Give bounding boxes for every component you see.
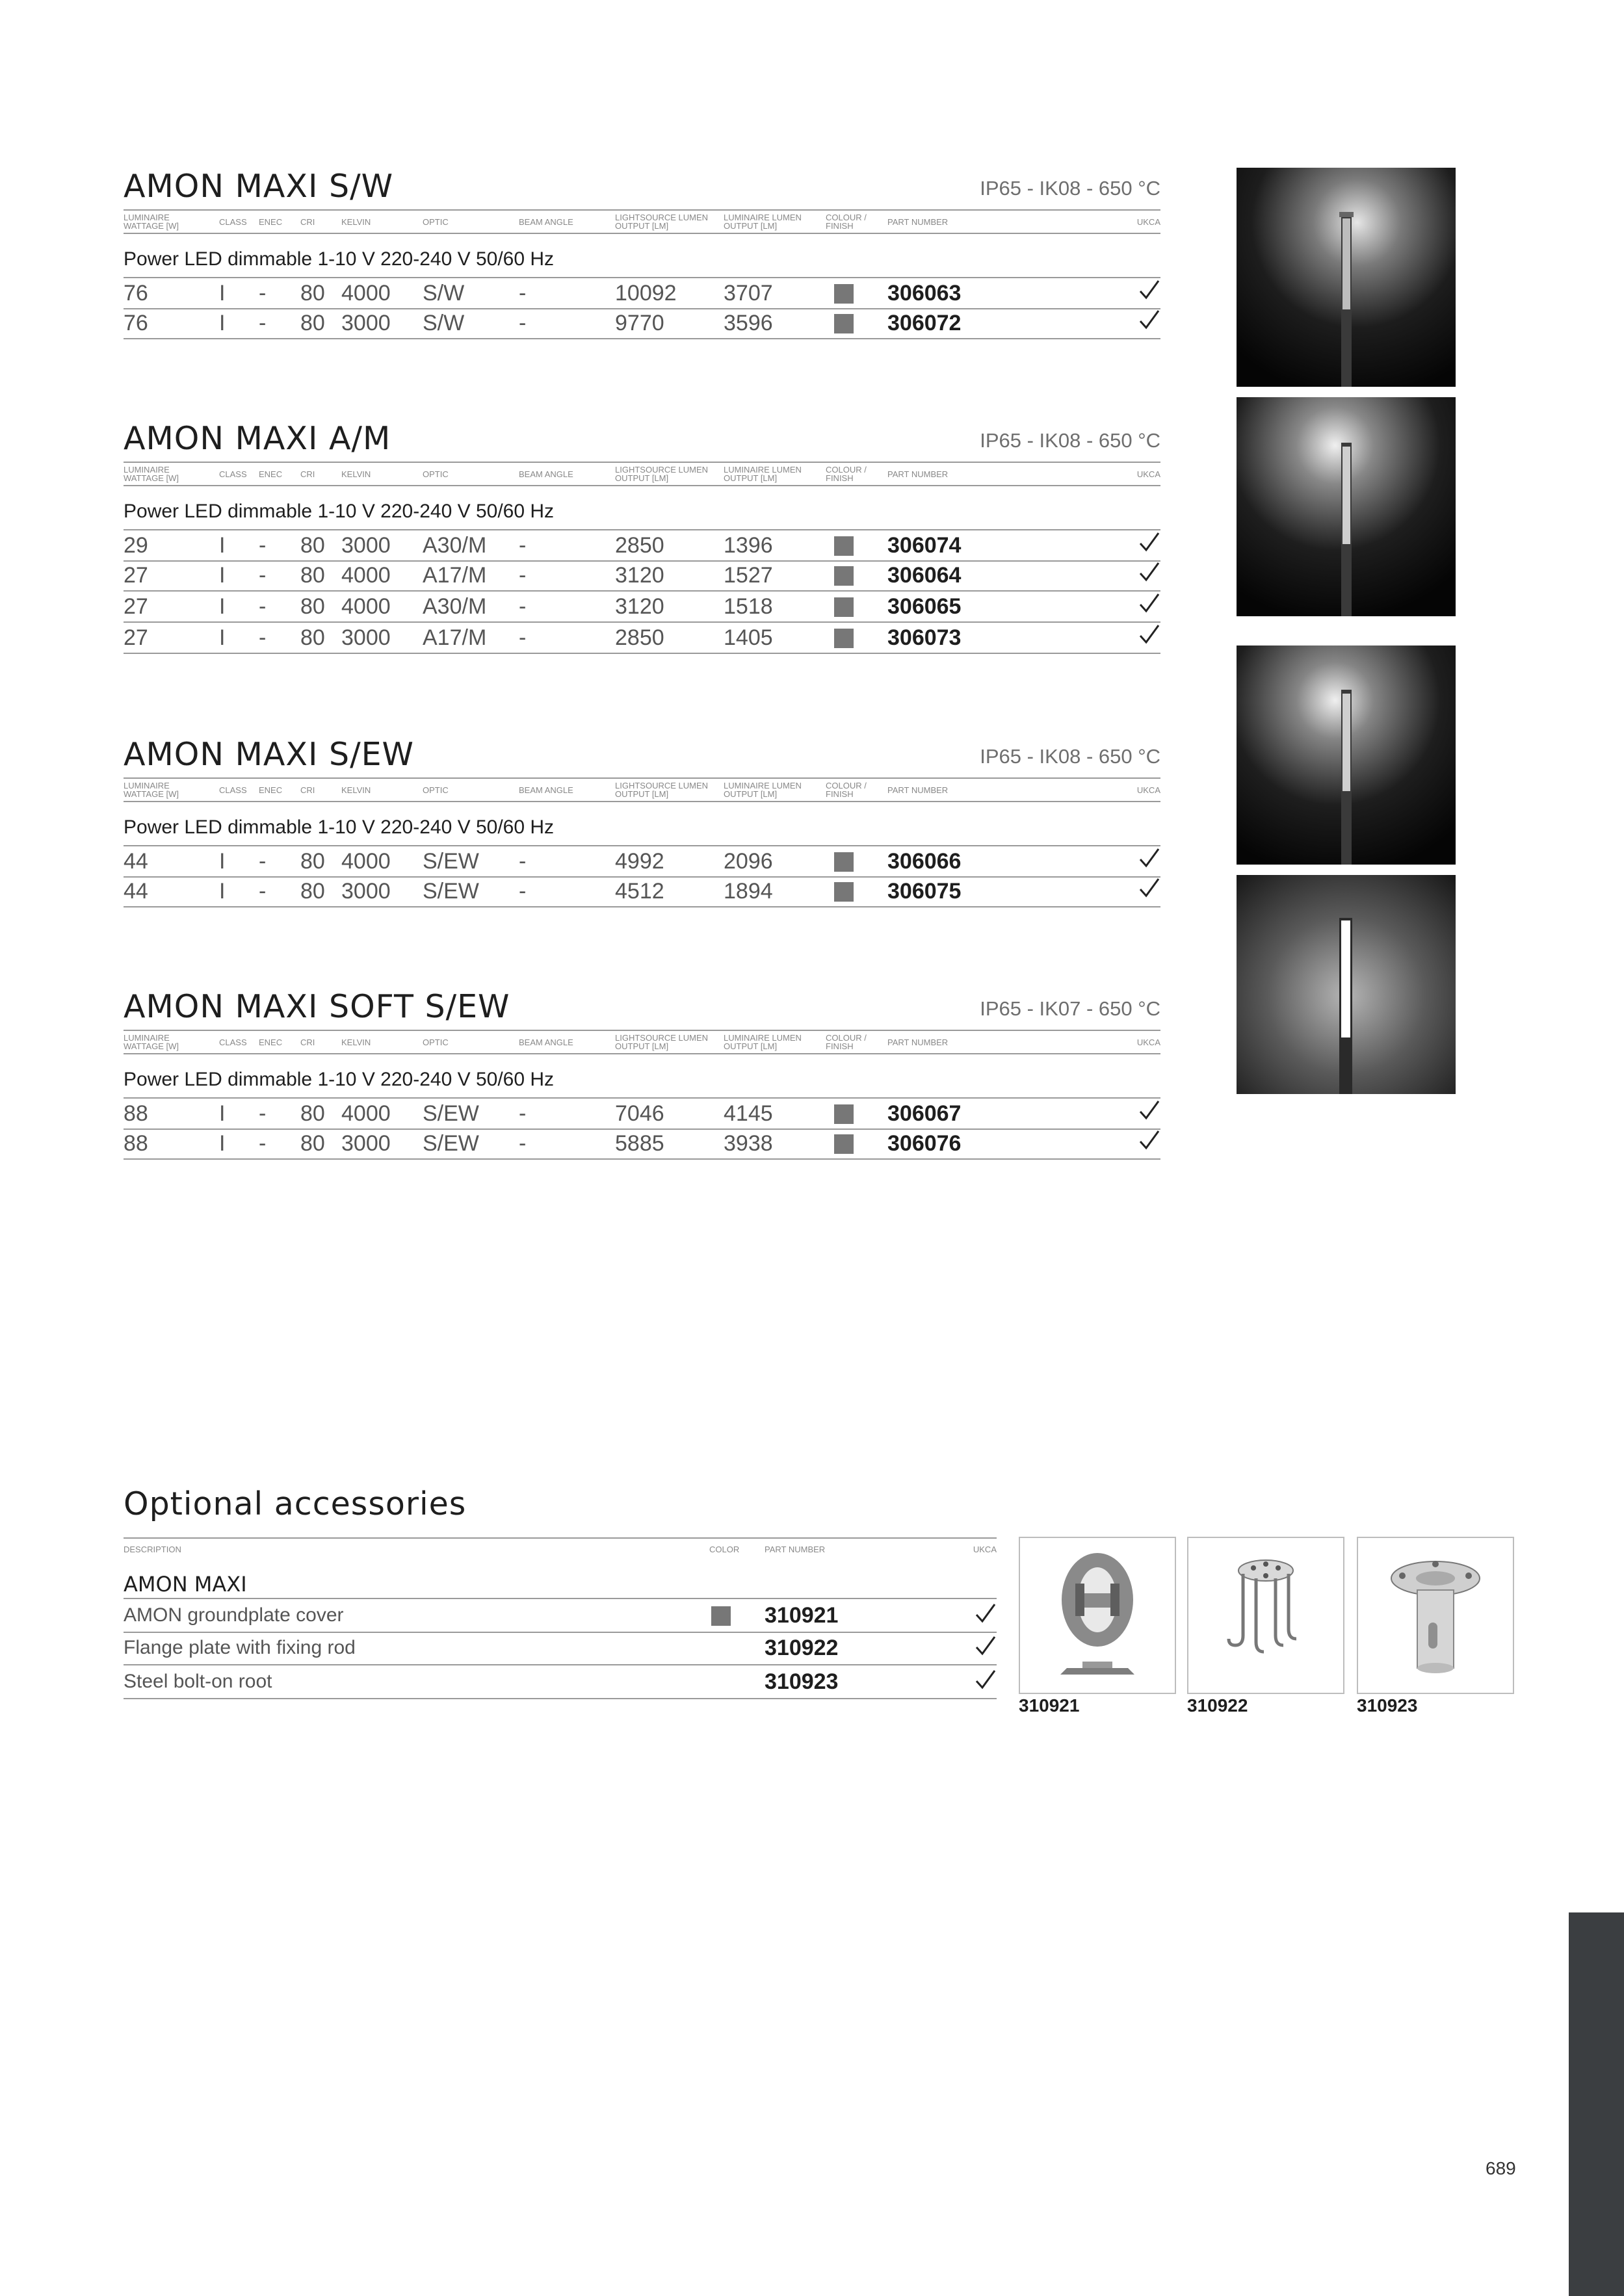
col-beam-angle: BEAM ANGLE xyxy=(519,469,573,479)
colour-swatch xyxy=(834,629,854,648)
cell-beam-angle: - xyxy=(519,879,527,904)
col-colour-finish-line2: FINISH xyxy=(826,789,854,799)
col-luminaire-lumen-line1: LUMINAIRE LUMEN xyxy=(724,781,802,790)
col-wattage xyxy=(124,1034,179,1050)
cell-class: I xyxy=(219,625,226,650)
cell-enec: - xyxy=(259,594,267,619)
colour-swatch xyxy=(834,314,854,333)
col-optic: OPTIC xyxy=(423,785,449,795)
cell-kelvin: 4000 xyxy=(341,563,391,588)
cell-kelvin: 3000 xyxy=(341,1131,391,1156)
cell-beam-angle: - xyxy=(519,625,527,650)
col-wattage-line2: WATTAGE [W] xyxy=(124,1041,179,1051)
cell-part-number: 306066 xyxy=(887,849,962,874)
ukca-check-icon xyxy=(1138,530,1160,554)
col-kelvin: KELVIN xyxy=(341,469,371,479)
table-row xyxy=(124,592,1160,623)
thumb-groundplate-cover xyxy=(1019,1537,1176,1694)
cell-cri: 80 xyxy=(300,533,325,558)
col-luminaire-lumen xyxy=(724,1034,802,1050)
product-photo-sew xyxy=(1237,646,1456,865)
acc-col-part: PART NUMBER xyxy=(765,1545,826,1554)
cell-kelvin: 3000 xyxy=(341,533,391,558)
table-row xyxy=(124,277,1160,309)
thumb-flange-plate xyxy=(1187,1537,1344,1694)
cell-cri: 80 xyxy=(300,849,325,874)
cell-kelvin: 3000 xyxy=(341,311,391,335)
col-wattage-line1: LUMINAIRE xyxy=(124,781,170,790)
colour-swatch xyxy=(834,597,854,617)
accessory-row xyxy=(124,1665,997,1699)
cell-kelvin: 4000 xyxy=(341,1101,391,1126)
cell-class: I xyxy=(219,311,226,335)
col-beam-angle: BEAM ANGLE xyxy=(519,785,573,795)
cell-wattage: 88 xyxy=(124,1101,148,1126)
cell-part-number: 306076 xyxy=(887,1131,962,1156)
col-lightsource-lumen xyxy=(615,213,708,230)
thumb-label-310922: 310922 xyxy=(1187,1695,1248,1715)
cell-enec: - xyxy=(259,849,267,874)
header-bottom-line xyxy=(124,485,1160,486)
chapter-tab xyxy=(1569,1912,1624,2296)
col-lightsource-lumen-line2: OUTPUT [LM] xyxy=(615,473,669,483)
cell-wattage: 29 xyxy=(124,533,148,558)
col-lightsource-lumen-line2: OUTPUT [LM] xyxy=(615,1041,669,1051)
cell-lightsource-lumen: 3120 xyxy=(615,563,664,588)
cell-kelvin: 4000 xyxy=(341,594,391,619)
cell-part-number: 306067 xyxy=(887,1101,962,1126)
cell-beam-angle: - xyxy=(519,849,527,874)
section-title: AMON MAXI A/M xyxy=(124,420,391,457)
cell-cri: 80 xyxy=(300,311,325,335)
cell-luminaire-lumen: 3707 xyxy=(724,281,773,306)
accessories-title: Optional accessories xyxy=(124,1485,467,1522)
power-subtitle: Power LED dimmable 1-10 V 220-240 V 50/60 Hz xyxy=(124,1069,555,1090)
cell-lightsource-lumen: 2850 xyxy=(615,625,664,650)
col-lightsource-lumen-line1: LIGHTSOURCE LUMEN xyxy=(615,465,709,475)
header-top-line xyxy=(124,209,1160,211)
col-enec: ENEC xyxy=(259,785,283,795)
cell-wattage: 76 xyxy=(124,281,148,306)
product-section xyxy=(124,736,1160,904)
col-enec: ENEC xyxy=(259,469,283,479)
ukca-check-icon xyxy=(1138,623,1160,646)
col-colour-finish xyxy=(826,213,867,230)
col-lightsource-lumen xyxy=(615,1034,708,1050)
cell-wattage: 27 xyxy=(124,625,148,650)
colour-swatch xyxy=(834,1134,854,1154)
col-part-number: PART NUMBER xyxy=(887,469,949,479)
col-colour-finish-line2: FINISH xyxy=(826,1041,854,1051)
cell-class: I xyxy=(219,1131,226,1156)
cell-beam-angle: - xyxy=(519,1101,527,1126)
col-wattage xyxy=(124,781,179,798)
col-class: CLASS xyxy=(219,469,247,479)
cell-class: I xyxy=(219,849,226,874)
section-title: AMON MAXI S/EW xyxy=(124,736,415,773)
col-class: CLASS xyxy=(219,217,247,227)
cell-beam-angle: - xyxy=(519,594,527,619)
product-section xyxy=(124,420,1160,650)
cell-lightsource-lumen: 9770 xyxy=(615,311,664,335)
col-colour-finish-line1: COLOUR / xyxy=(826,781,867,790)
cell-cri: 80 xyxy=(300,879,325,904)
cell-optic: S/W xyxy=(423,281,465,306)
col-luminaire-lumen-line2: OUTPUT [LM] xyxy=(724,1041,778,1051)
cell-class: I xyxy=(219,594,226,619)
col-colour-finish xyxy=(826,465,867,482)
cell-optic: A30/M xyxy=(423,533,487,558)
col-optic: OPTIC xyxy=(423,1037,449,1047)
ukca-check-icon xyxy=(975,1668,997,1691)
table-row xyxy=(124,1128,1160,1160)
col-optic: OPTIC xyxy=(423,217,449,227)
cell-part-number: 306073 xyxy=(887,625,962,650)
cell-cri: 80 xyxy=(300,1131,325,1156)
col-lightsource-lumen-line2: OUTPUT [LM] xyxy=(615,789,669,799)
product-section xyxy=(124,988,1160,1156)
col-ukca: UKCA xyxy=(1136,217,1160,227)
colour-swatch xyxy=(834,536,854,556)
header-bottom-line xyxy=(124,233,1160,234)
col-luminaire-lumen xyxy=(724,213,802,230)
col-luminaire-lumen-line2: OUTPUT [LM] xyxy=(724,789,778,799)
cell-class: I xyxy=(219,533,226,558)
col-cri: CRI xyxy=(300,217,315,227)
cell-enec: - xyxy=(259,311,267,335)
cell-optic: S/EW xyxy=(423,879,479,904)
ukca-check-icon xyxy=(975,1634,997,1658)
accessory-part-number: 310921 xyxy=(765,1603,839,1628)
table-row xyxy=(124,845,1160,878)
ukca-check-icon xyxy=(1138,278,1160,302)
acc-col-color: COLOR xyxy=(709,1545,740,1554)
col-beam-angle: BEAM ANGLE xyxy=(519,217,573,227)
col-colour-finish-line2: FINISH xyxy=(826,473,854,483)
col-wattage xyxy=(124,465,179,482)
cell-beam-angle: - xyxy=(519,533,527,558)
cell-optic: A17/M xyxy=(423,563,487,588)
cell-class: I xyxy=(219,281,226,306)
product-photo-soft-sew xyxy=(1237,875,1456,1094)
col-colour-finish-line2: FINISH xyxy=(826,221,854,231)
table-row xyxy=(124,876,1160,907)
col-kelvin: KELVIN xyxy=(341,1037,371,1047)
cell-lightsource-lumen: 3120 xyxy=(615,594,664,619)
col-lightsource-lumen xyxy=(615,781,708,798)
cell-lightsource-lumen: 7046 xyxy=(615,1101,664,1126)
cell-luminaire-lumen: 3596 xyxy=(724,311,773,335)
cell-enec: - xyxy=(259,563,267,588)
col-luminaire-lumen-line1: LUMINAIRE LUMEN xyxy=(724,1033,802,1043)
col-lightsource-lumen xyxy=(615,465,708,482)
thumb-label-310921: 310921 xyxy=(1019,1695,1080,1715)
cell-lightsource-lumen: 10092 xyxy=(615,281,677,306)
table-row xyxy=(124,308,1160,339)
cell-cri: 80 xyxy=(300,1101,325,1126)
col-wattage-line2: WATTAGE [W] xyxy=(124,221,179,231)
header-bottom-line xyxy=(124,1053,1160,1054)
col-luminaire-lumen xyxy=(724,465,802,482)
col-cri: CRI xyxy=(300,469,315,479)
table-row xyxy=(124,1097,1160,1130)
power-subtitle: Power LED dimmable 1-10 V 220-240 V 50/60 Hz xyxy=(124,816,555,838)
col-colour-finish-line1: COLOUR / xyxy=(826,465,867,475)
cell-cri: 80 xyxy=(300,281,325,306)
col-class: CLASS xyxy=(219,1037,247,1047)
cell-luminaire-lumen: 4145 xyxy=(724,1101,773,1126)
cell-enec: - xyxy=(259,1101,267,1126)
col-lightsource-lumen-line1: LIGHTSOURCE LUMEN xyxy=(615,781,709,790)
cell-class: I xyxy=(219,563,226,588)
cell-optic: S/W xyxy=(423,311,465,335)
ukca-check-icon xyxy=(1138,846,1160,870)
ukca-check-icon xyxy=(1138,560,1160,584)
product-photo-am xyxy=(1237,397,1456,616)
table-row xyxy=(124,623,1160,654)
acc-group-title: AMON MAXI xyxy=(124,1572,247,1597)
cell-enec: - xyxy=(259,281,267,306)
cell-luminaire-lumen: 1396 xyxy=(724,533,773,558)
product-photo-sw xyxy=(1237,168,1456,387)
col-luminaire-lumen-line2: OUTPUT [LM] xyxy=(724,473,778,483)
col-luminaire-lumen-line1: LUMINAIRE LUMEN xyxy=(724,213,802,222)
thumb-label-310923: 310923 xyxy=(1357,1695,1418,1715)
cell-wattage: 27 xyxy=(124,594,148,619)
col-kelvin: KELVIN xyxy=(341,785,371,795)
cell-kelvin: 4000 xyxy=(341,849,391,874)
power-subtitle: Power LED dimmable 1-10 V 220-240 V 50/60 Hz xyxy=(124,248,555,270)
cell-beam-angle: - xyxy=(519,563,527,588)
ukca-check-icon xyxy=(975,1602,997,1625)
col-part-number: PART NUMBER xyxy=(887,217,949,227)
cell-enec: - xyxy=(259,625,267,650)
cell-lightsource-lumen: 5885 xyxy=(615,1131,664,1156)
accessories-header-line xyxy=(124,1537,997,1539)
cell-beam-angle: - xyxy=(519,311,527,335)
cell-optic: A17/M xyxy=(423,625,487,650)
header-top-line xyxy=(124,1030,1160,1031)
cell-cri: 80 xyxy=(300,594,325,619)
table-row xyxy=(124,529,1160,562)
col-wattage-line1: LUMINAIRE xyxy=(124,213,170,222)
cell-kelvin: 3000 xyxy=(341,625,391,650)
accessory-description: Flange plate with fixing rod xyxy=(124,1637,356,1658)
col-lightsource-lumen-line1: LIGHTSOURCE LUMEN xyxy=(615,213,709,222)
cell-luminaire-lumen: 1518 xyxy=(724,594,773,619)
section-rating: IP65 - IK08 - 650 °C xyxy=(980,177,1160,200)
cell-part-number: 306072 xyxy=(887,311,962,335)
colour-swatch xyxy=(834,852,854,872)
power-subtitle: Power LED dimmable 1-10 V 220-240 V 50/60 Hz xyxy=(124,501,555,522)
col-ukca: UKCA xyxy=(1136,469,1160,479)
cell-part-number: 306063 xyxy=(887,281,962,306)
col-kelvin: KELVIN xyxy=(341,217,371,227)
cell-luminaire-lumen: 1405 xyxy=(724,625,773,650)
col-wattage-line1: LUMINAIRE xyxy=(124,465,170,475)
col-luminaire-lumen-line2: OUTPUT [LM] xyxy=(724,221,778,231)
product-section xyxy=(124,168,1160,335)
ukca-check-icon xyxy=(1138,1099,1160,1122)
ukca-check-icon xyxy=(1138,876,1160,900)
col-colour-finish-line1: COLOUR / xyxy=(826,1033,867,1043)
col-lightsource-lumen-line1: LIGHTSOURCE LUMEN xyxy=(615,1033,709,1043)
col-part-number: PART NUMBER xyxy=(887,1037,949,1047)
col-part-number: PART NUMBER xyxy=(887,785,949,795)
cell-wattage: 44 xyxy=(124,879,148,904)
col-ukca: UKCA xyxy=(1136,785,1160,795)
col-enec: ENEC xyxy=(259,217,283,227)
acc-col-description: DESCRIPTION xyxy=(124,1545,181,1554)
col-colour-finish-line1: COLOUR / xyxy=(826,213,867,222)
col-beam-angle: BEAM ANGLE xyxy=(519,1037,573,1047)
cell-luminaire-lumen: 1894 xyxy=(724,879,773,904)
cell-luminaire-lumen: 2096 xyxy=(724,849,773,874)
col-wattage-line2: WATTAGE [W] xyxy=(124,789,179,799)
section-title: AMON MAXI S/W xyxy=(124,168,394,205)
accessory-description: Steel bolt-on root xyxy=(124,1671,272,1692)
cell-beam-angle: - xyxy=(519,1131,527,1156)
cell-optic: A30/M xyxy=(423,594,487,619)
section-rating: IP65 - IK08 - 650 °C xyxy=(980,745,1160,768)
cell-lightsource-lumen: 4992 xyxy=(615,849,664,874)
cell-wattage: 44 xyxy=(124,849,148,874)
table-row xyxy=(124,560,1160,592)
thumb-bolt-on-root xyxy=(1357,1537,1514,1694)
colour-swatch xyxy=(834,882,854,902)
col-lightsource-lumen-line2: OUTPUT [LM] xyxy=(615,221,669,231)
page-number: 689 xyxy=(1486,2158,1516,2178)
colour-swatch xyxy=(834,566,854,586)
cell-class: I xyxy=(219,879,226,904)
col-wattage xyxy=(124,213,179,230)
accessory-row xyxy=(124,1632,997,1665)
col-cri: CRI xyxy=(300,1037,315,1047)
cell-part-number: 306075 xyxy=(887,879,962,904)
col-colour-finish xyxy=(826,1034,867,1050)
col-class: CLASS xyxy=(219,785,247,795)
section-title: AMON MAXI SOFT S/EW xyxy=(124,988,510,1025)
header-top-line xyxy=(124,462,1160,463)
cell-cri: 80 xyxy=(300,563,325,588)
acc-col-ukca: UKCA xyxy=(973,1545,997,1554)
colour-swatch xyxy=(834,284,854,304)
cell-kelvin: 4000 xyxy=(341,281,391,306)
col-wattage-line2: WATTAGE [W] xyxy=(124,473,179,483)
accessory-part-number: 310923 xyxy=(765,1669,839,1694)
col-colour-finish xyxy=(826,781,867,798)
cell-wattage: 88 xyxy=(124,1131,148,1156)
cell-class: I xyxy=(219,1101,226,1126)
col-optic: OPTIC xyxy=(423,469,449,479)
cell-part-number: 306065 xyxy=(887,594,962,619)
accessory-part-number: 310922 xyxy=(765,1636,839,1660)
cell-enec: - xyxy=(259,879,267,904)
accessory-description: AMON groundplate cover xyxy=(124,1604,344,1626)
cell-luminaire-lumen: 3938 xyxy=(724,1131,773,1156)
cell-beam-angle: - xyxy=(519,281,527,306)
header-bottom-line xyxy=(124,801,1160,802)
cell-optic: S/EW xyxy=(423,1101,479,1126)
colour-swatch xyxy=(834,1104,854,1124)
cell-lightsource-lumen: 4512 xyxy=(615,879,664,904)
cell-optic: S/EW xyxy=(423,849,479,874)
cell-lightsource-lumen: 2850 xyxy=(615,533,664,558)
col-enec: ENEC xyxy=(259,1037,283,1047)
col-luminaire-lumen-line1: LUMINAIRE LUMEN xyxy=(724,465,802,475)
cell-part-number: 306064 xyxy=(887,563,962,588)
cell-luminaire-lumen: 1527 xyxy=(724,563,773,588)
ukca-check-icon xyxy=(1138,592,1160,615)
accessory-row xyxy=(124,1598,997,1633)
col-luminaire-lumen xyxy=(724,781,802,798)
accessory-colour-swatch xyxy=(711,1606,731,1626)
header-top-line xyxy=(124,777,1160,779)
cell-enec: - xyxy=(259,1131,267,1156)
ukca-check-icon xyxy=(1138,1128,1160,1152)
cell-wattage: 27 xyxy=(124,563,148,588)
cell-optic: S/EW xyxy=(423,1131,479,1156)
ukca-check-icon xyxy=(1138,308,1160,332)
cell-part-number: 306074 xyxy=(887,533,962,558)
cell-wattage: 76 xyxy=(124,311,148,335)
col-ukca: UKCA xyxy=(1136,1037,1160,1047)
col-wattage-line1: LUMINAIRE xyxy=(124,1033,170,1043)
cell-enec: - xyxy=(259,533,267,558)
col-cri: CRI xyxy=(300,785,315,795)
section-rating: IP65 - IK08 - 650 °C xyxy=(980,429,1160,452)
section-rating: IP65 - IK07 - 650 °C xyxy=(980,997,1160,1020)
cell-cri: 80 xyxy=(300,625,325,650)
cell-kelvin: 3000 xyxy=(341,879,391,904)
